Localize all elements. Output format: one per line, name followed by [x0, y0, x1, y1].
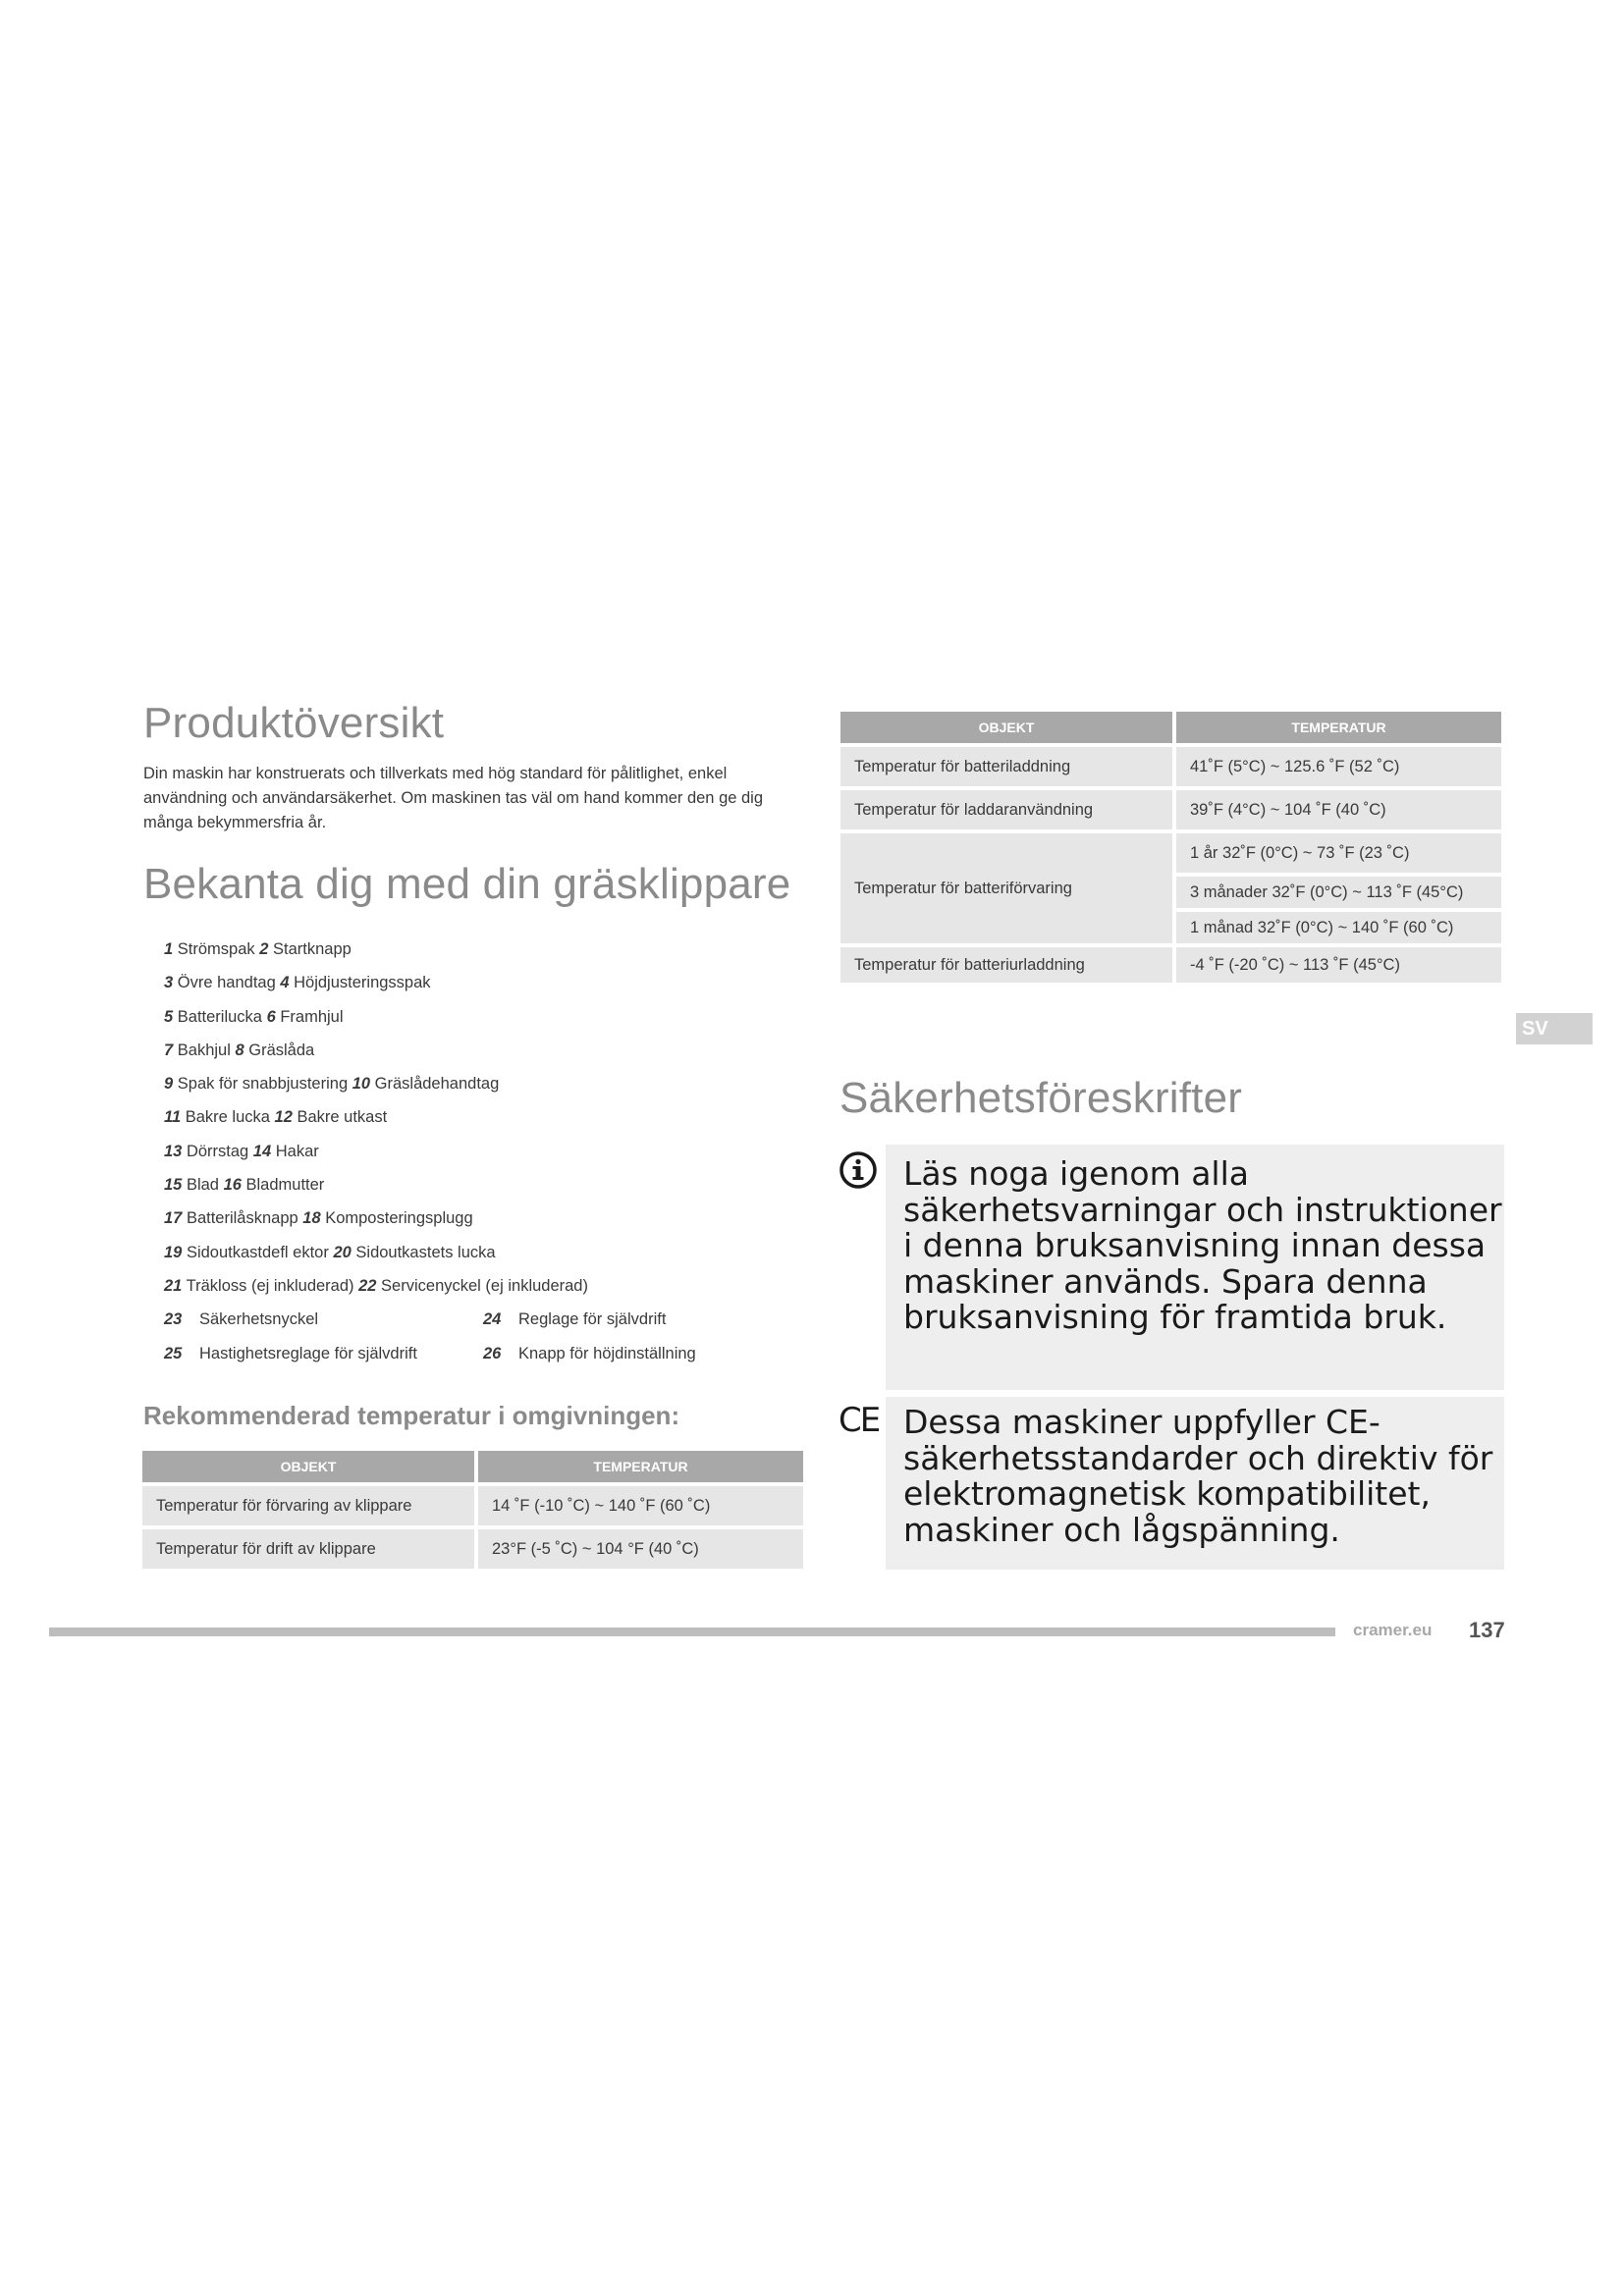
table-cell: -4 ˚F (-20 ˚C) ~ 113 ˚F (45°C) — [1176, 947, 1501, 983]
table-header: OBJEKT — [840, 712, 1172, 743]
table-cell: Temperatur för förvaring av klippare — [142, 1486, 474, 1525]
table-cell: Temperatur för batteriurladdning — [840, 947, 1172, 983]
table-cell: 1 månad 32˚F (0°C) ~ 140 ˚F (60 ˚C) — [1176, 912, 1501, 943]
table-row — [142, 1529, 803, 1569]
list-item: 7 Bakhjul 8 Gräslåda — [164, 1041, 315, 1059]
table-header: TEMPERATUR — [1176, 712, 1501, 743]
list-item: 21 Träkloss (ej inkluderad) 22 Servicenyckel (ej inkluderad) — [164, 1276, 588, 1295]
table-row — [840, 833, 1501, 873]
info-icon — [839, 1150, 878, 1190]
list-item: 17 Batterilåsknapp 18 Komposteringsplugg — [164, 1209, 473, 1228]
language-tab: SV — [1516, 1013, 1593, 1044]
table-row — [142, 1486, 803, 1525]
table-cell: Temperatur för batteriförvaring — [840, 833, 1172, 943]
list-item: 11 Bakre lucka 12 Bakre utkast — [164, 1108, 388, 1127]
table-cell: 23°F (-5 ˚C) ~ 104 °F (40 ˚C) — [478, 1529, 803, 1569]
parts-list — [164, 933, 851, 1370]
table-cell: Temperatur för batteriladdning — [840, 747, 1172, 786]
list-item: 1 Strömspak 2 Startknapp — [164, 940, 352, 958]
ce-mark-icon: CE — [839, 1401, 880, 1440]
overview-title: Produktöversikt — [143, 699, 445, 747]
list-item: 9 Spak för snabbjustering 10 Gräslådehandtag — [164, 1075, 500, 1094]
table-cell: 39˚F (4°C) ~ 104 ˚F (40 ˚C) — [1176, 790, 1501, 829]
table-cell: Temperatur för laddaranvändning — [840, 790, 1172, 829]
info-notice — [886, 1145, 1504, 1390]
list-item: 25 Hastighetsreglage för självdrift 26 Knapp för höjdinställning — [164, 1344, 696, 1362]
get-to-know-title: Bekanta dig med din gräsklippare — [143, 860, 791, 908]
recommended-temp-heading: Rekommenderad temperatur i omgivningen: — [143, 1401, 680, 1430]
list-item: 15 Blad 16 Bladmutter — [164, 1176, 325, 1195]
table-header: OBJEKT — [142, 1451, 474, 1482]
table-cell: 1 år 32˚F (0°C) ~ 73 ˚F (23 ˚C) — [1176, 833, 1501, 873]
table-cell: 3 månader 32˚F (0°C) ~ 113 ˚F (45°C) — [1176, 877, 1501, 908]
list-item: 5 Batterilucka 6 Framhjul — [164, 1007, 344, 1026]
table-header: TEMPERATUR — [478, 1451, 803, 1482]
page-number: 137 — [1469, 1618, 1505, 1642]
temperature-table-left — [138, 1447, 807, 1573]
table-cell: Temperatur för drift av klippare — [142, 1529, 474, 1569]
ce-notice-text: Dessa maskiner uppfyller CE-säkerhetsstandarder och direktiv för elektromagnetisk kompatibilitet, maskiner och lågspänning. — [903, 1403, 1493, 1549]
footer-site: cramer.eu — [1353, 1621, 1433, 1639]
list-item: 3 Övre handtag 4 Höjdjusteringsspak — [164, 974, 431, 992]
ce-notice — [886, 1397, 1504, 1570]
temperature-table-right — [837, 708, 1505, 987]
list-item: 23 Säkerhetsnyckel 24 Reglage för självdrift — [164, 1310, 667, 1329]
footer-divider — [49, 1628, 1335, 1636]
table-row — [840, 947, 1501, 983]
intro-paragraph: Din maskin har konstruerats och tillverkats med hög standard för pålitlighet, enkel användning och användarsäkerhet. Om maskinen tas väl om hand kommer den ge dig många bekymmersfria år. — [143, 765, 764, 831]
table-row — [840, 790, 1501, 829]
info-notice-text: Läs noga igenom alla säkerhetsvarningar och instruktioner i denna bruksanvisning innan dessa maskiner används. Spara denna bruksanvisning för framtida bruk. — [903, 1154, 1502, 1336]
list-item: 19 Sidoutkastdefl ektor 20 Sidoutkastets lucka — [164, 1243, 496, 1261]
table-cell: 14 ˚F (-10 ˚C) ~ 140 ˚F (60 ˚C) — [478, 1486, 803, 1525]
list-item: 13 Dörrstag 14 Hakar — [164, 1142, 319, 1160]
table-row — [840, 747, 1501, 786]
table-cell: 41˚F (5°C) ~ 125.6 ˚F (52 ˚C) — [1176, 747, 1501, 786]
safety-title: Säkerhetsföreskrifter — [839, 1074, 1243, 1122]
